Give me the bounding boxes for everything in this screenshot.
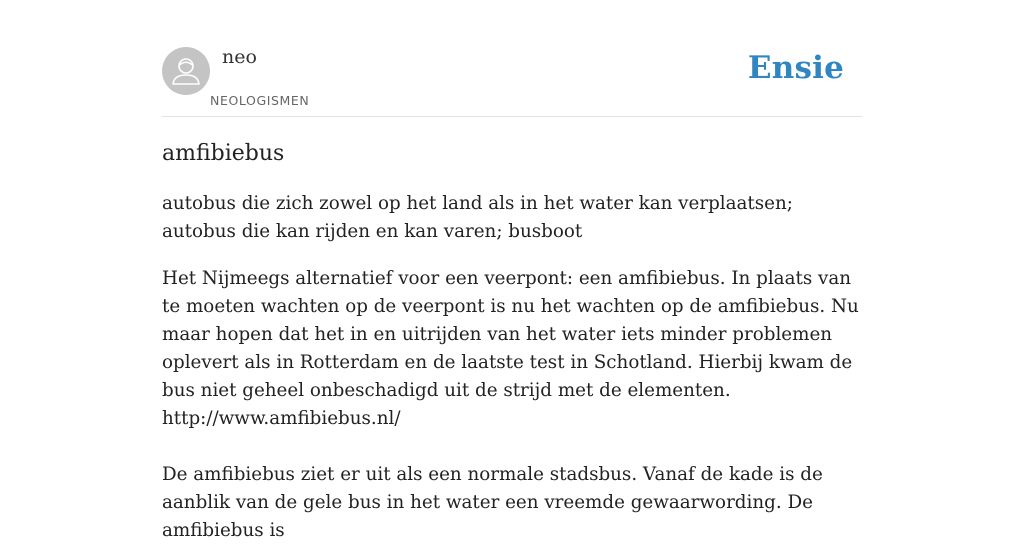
author-name-link[interactable]: neo bbox=[222, 46, 257, 68]
ensie-logo[interactable]: Ensie bbox=[747, 50, 844, 86]
term-title: amfibiebus bbox=[162, 141, 285, 166]
avatar[interactable] bbox=[162, 47, 210, 95]
term-example: Het Nijmeegs alternatief voor een veerpont: een amfibiebus. In plaats van te moeten wachten op de veerpont is nu het wachten op de amfibiebus. Nu maar hopen dat het in en uitrijden van het water iets minder problemen oplevert als in Rotterdam en de laatste test in Schotland. Hierbij kwam de bus niet geheel onbeschadigd uit de strijd met de elementen. http://www.amfibiebus.nl/ De amfibiebus ziet er uit als een normale stadsbus. Vanaf de kade is de aanblik van de gele bus in het water een vreemde gewaarwording. De amfibiebus is bbox=[162, 268, 859, 541]
term-definition: autobus die zich zowel op het land als in het water kan verplaatsen; autobus die kan rijden en kan varen; busboot bbox=[162, 193, 793, 242]
user-placeholder-icon bbox=[162, 47, 210, 95]
article-content bbox=[162, 139, 862, 545]
category-label[interactable]: NEOLOGISMEN bbox=[210, 93, 310, 108]
page-header bbox=[162, 0, 862, 117]
